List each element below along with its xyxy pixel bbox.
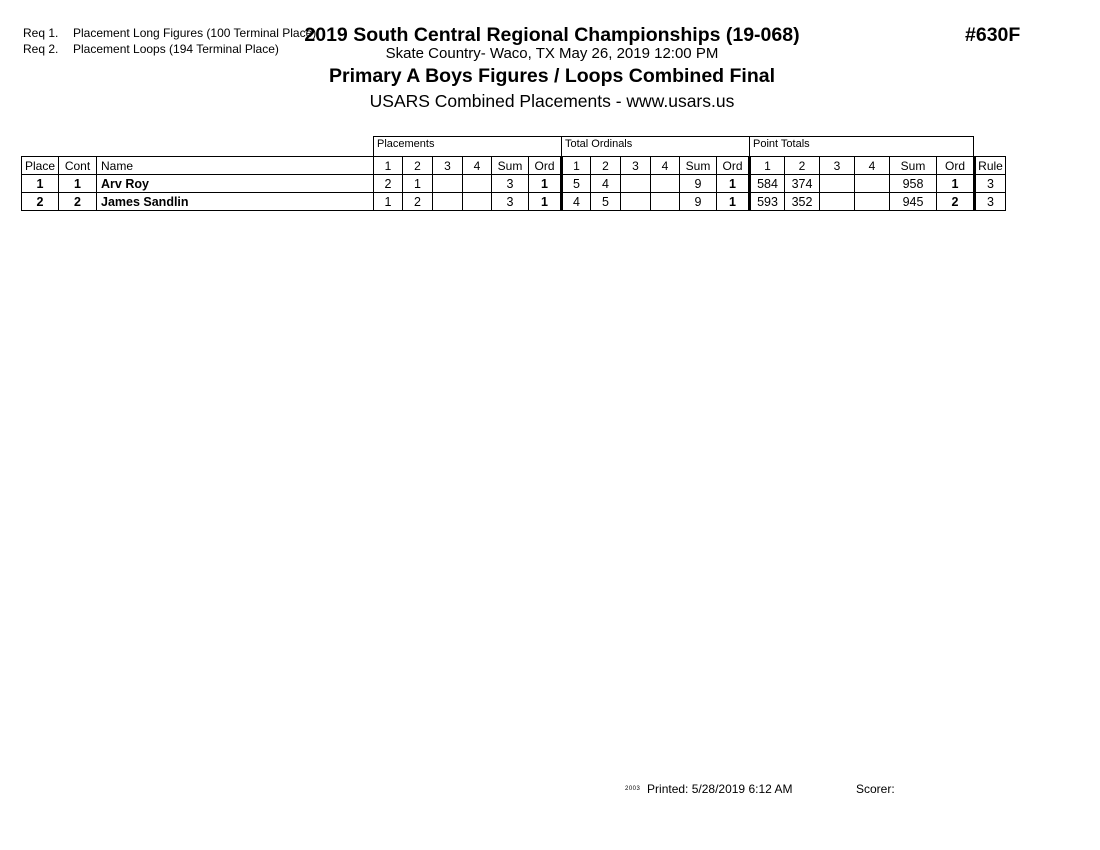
- row-1-points-ord: 1: [937, 175, 975, 193]
- col-points-sum: Sum: [890, 157, 937, 175]
- event-number: #630F: [965, 24, 1021, 46]
- requirement-1-label: Req 1.: [23, 26, 59, 40]
- footer-code: 2003: [625, 786, 641, 792]
- row-1-placement-1: 2: [374, 175, 403, 193]
- row-2-placement-4: [463, 193, 492, 211]
- row-2-ordinal-1: 4: [562, 193, 591, 211]
- scorer-label: Scorer:: [856, 782, 895, 796]
- col-points-1: 1: [750, 157, 785, 175]
- row-2-points-4: [855, 193, 890, 211]
- row-1-ordinal-4: [651, 175, 680, 193]
- row-2-rule: 3: [975, 193, 1006, 211]
- printed-timestamp: Printed: 5/28/2019 6:12 AM: [647, 782, 793, 796]
- col-points-3: 3: [820, 157, 855, 175]
- col-points-2: 2: [785, 157, 820, 175]
- row-2-ordinal-3: [621, 193, 651, 211]
- col-ordinals-4: 4: [651, 157, 680, 175]
- row-1-placement-4: [463, 175, 492, 193]
- row-1-placement-3: [433, 175, 463, 193]
- row-2-placement-2: 2: [403, 193, 433, 211]
- row-1-rule: 3: [975, 175, 1006, 193]
- table-row: [22, 193, 1006, 211]
- results-subtitle: USARS Combined Placements - www.usars.us: [369, 91, 735, 111]
- row-2-place: 2: [22, 193, 59, 211]
- group-placements: Placements: [373, 136, 561, 156]
- row-2-points-3: [820, 193, 855, 211]
- event-title: Primary A Boys Figures / Loops Combined Final: [328, 65, 776, 87]
- requirement-2-label: Req 2.: [23, 42, 59, 56]
- col-placements-1: 1: [374, 157, 403, 175]
- row-2-points-ord: 2: [937, 193, 975, 211]
- col-ordinals-ord: Ord: [717, 157, 750, 175]
- col-ordinals-1: 1: [562, 157, 591, 175]
- row-1-placements-sum: 3: [492, 175, 529, 193]
- col-ordinals-2: 2: [591, 157, 621, 175]
- location-date: Skate Country- Waco, TX May 26, 2019 12:00 PM: [385, 45, 719, 62]
- row-2-ordinal-2: 5: [591, 193, 621, 211]
- group-total-ordinals: Total Ordinals: [561, 136, 749, 156]
- row-1-placement-2: 1: [403, 175, 433, 193]
- col-placements-sum: Sum: [492, 157, 529, 175]
- col-placements-3: 3: [433, 157, 463, 175]
- row-2-placements-ord: 1: [529, 193, 562, 211]
- row-2-points-2: 352: [785, 193, 820, 211]
- col-placements-4: 4: [463, 157, 492, 175]
- col-ordinals-3: 3: [621, 157, 651, 175]
- championship-title: 2019 South Central Regional Championships (19-068): [304, 24, 800, 46]
- col-placements-2: 2: [403, 157, 433, 175]
- row-1-place: 1: [22, 175, 59, 193]
- row-1-ordinal-2: 4: [591, 175, 621, 193]
- row-1-points-2: 374: [785, 175, 820, 193]
- row-1-ordinals-sum: 9: [680, 175, 717, 193]
- row-1-name: Arv Roy: [97, 175, 374, 193]
- row-1-ordinal-1: 5: [562, 175, 591, 193]
- row-1-placements-ord: 1: [529, 175, 562, 193]
- row-1-ordinals-ord: 1: [717, 175, 750, 193]
- row-1-cont: 1: [59, 175, 97, 193]
- row-2-placement-3: [433, 193, 463, 211]
- row-1-points-4: [855, 175, 890, 193]
- col-points-4: 4: [855, 157, 890, 175]
- requirement-2-text: Placement Loops (194 Terminal Place): [73, 42, 279, 56]
- row-2-placements-sum: 3: [492, 193, 529, 211]
- col-name: Name: [97, 157, 374, 175]
- col-placements-ord: Ord: [529, 157, 562, 175]
- group-point-totals: Point Totals: [749, 136, 974, 156]
- footer-printed: [625, 782, 792, 796]
- row-2-placement-1: 1: [374, 193, 403, 211]
- row-1-points-sum: 958: [890, 175, 937, 193]
- requirement-1-text: Placement Long Figures (100 Terminal Place): [73, 26, 317, 40]
- col-cont: Cont: [59, 157, 97, 175]
- results-table: [21, 156, 1006, 211]
- row-2-cont: 2: [59, 193, 97, 211]
- col-rule: Rule: [975, 157, 1006, 175]
- col-place: Place: [22, 157, 59, 175]
- table-row: [22, 175, 1006, 193]
- row-1-points-1: 584: [750, 175, 785, 193]
- col-points-ord: Ord: [937, 157, 975, 175]
- row-1-points-3: [820, 175, 855, 193]
- row-2-points-sum: 945: [890, 193, 937, 211]
- row-1-ordinal-3: [621, 175, 651, 193]
- row-2-points-1: 593: [750, 193, 785, 211]
- row-2-ordinal-4: [651, 193, 680, 211]
- col-ordinals-sum: Sum: [680, 157, 717, 175]
- row-2-ordinals-sum: 9: [680, 193, 717, 211]
- row-2-name: James Sandlin: [97, 193, 374, 211]
- row-2-ordinals-ord: 1: [717, 193, 750, 211]
- table-header-row: [22, 157, 1006, 175]
